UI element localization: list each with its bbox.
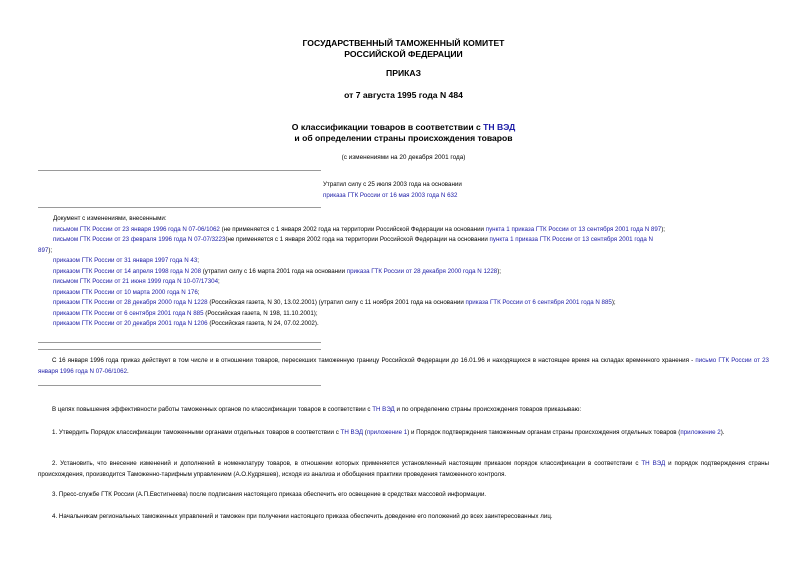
amendment-link[interactable]: приказом ГТК России от 28 декабря 2000 года N 1228	[53, 299, 208, 306]
list-item-wrap	[38, 246, 775, 257]
amendment-text: (не применяется с 1 января 2002 года на территории Российской Федерации на основании	[219, 225, 486, 233]
amendment-link[interactable]: приказом ГТК России от 14 апреля 1998 года N 208	[53, 267, 202, 275]
list-item	[53, 235, 775, 246]
list-item	[53, 225, 775, 236]
paragraph-text: В целях повышения эффективности работы таможенных органов по классификации товаров в соответствии с	[52, 406, 373, 413]
amendment-text: (Российская газета, N 198, 11.10.2001);	[203, 309, 318, 317]
paragraph-4	[38, 512, 769, 523]
appendix-2-link[interactable]: приложение 2	[680, 429, 721, 436]
amendment-link[interactable]: письмом ГТК России от 23 февраля 1996 года N 07-07/3223	[53, 236, 226, 243]
issuing-authority	[0, 38, 807, 60]
appendix-1-link[interactable]: приложение 1	[366, 429, 408, 436]
temporary-storage-note	[38, 356, 769, 377]
amendment-link[interactable]: приказа ГТК России от 28 декабря 2000 года N 1228	[346, 267, 498, 275]
amendment-link[interactable]: приказа ГТК России от 6 сентября 2001 года N 885	[465, 299, 612, 306]
divider	[38, 385, 321, 386]
paragraph-2	[38, 459, 769, 480]
amendment-text: );	[497, 267, 501, 275]
amendment-text: ;	[218, 278, 220, 285]
amendment-text: (утратил силу с 16 марта 2001 года на основании	[201, 267, 347, 275]
org-line-1: ГОСУДАРСТВЕННЫЙ ТАМОЖЕННЫЙ КОМИТЕТ	[302, 38, 505, 48]
paragraph-text: (	[363, 429, 367, 436]
paragraph-text: 4. Начальникам региональных таможенных управлений и таможен при получении настоящего приказа обеспечить доведение его положений до всех заинтересованных лиц.	[52, 513, 553, 520]
paragraph-text: ) и Порядок подтверждения таможенным органам страны происхождения отдельных товаров (	[407, 429, 681, 436]
preamble-paragraph	[38, 405, 769, 416]
tn-ved-link[interactable]: ТН ВЭД	[641, 460, 666, 467]
amendment-link[interactable]: приказом ГТК России от 20 декабря 2001 года N 1206	[53, 320, 208, 327]
amendment-link[interactable]: приказом ГТК России от 6 сентября 2001 года N 885	[53, 309, 204, 317]
divider	[38, 207, 321, 208]
amendment-link[interactable]: письмом ГТК России от 23 января 1996 года N 07-06/1062	[53, 225, 220, 233]
title-text: О классификации товаров в соответствии с	[291, 122, 484, 132]
amendment-text: (не применяется с 1 января 2002 года на территории Российской Федерации на основании	[225, 236, 490, 243]
lost-force-notice	[323, 180, 462, 201]
note-text: С 16 января 1996 года приказ действует в том числе и в отношении товаров, пересекших таможенную границу Российской Федерации до 16.01.96 и находящихся в настоящее время на складах временного хранения -	[52, 357, 696, 364]
amendment-text: );	[611, 299, 616, 306]
paragraph-3	[38, 490, 769, 501]
amendments-list	[38, 214, 775, 330]
tn-ved-link[interactable]: ТН ВЭД	[340, 429, 364, 436]
note-link[interactable]: письмо ГТК России от 23 января 1996 года N 07-06/1062	[38, 357, 769, 375]
lost-force-link[interactable]: приказа ГТК России от 16 мая 2003 года N 632	[323, 191, 458, 199]
amendment-link[interactable]: письмом ГТК России от 21 июня 1999 года N 10-07/17304	[53, 278, 219, 285]
tn-ved-link[interactable]: ТН ВЭД	[372, 406, 395, 413]
title-line-2: и об определении страны происхождения товаров	[294, 133, 513, 143]
changes-note: (с изменениями на 20 декабря 2001 года)	[341, 154, 466, 161]
list-item	[53, 319, 775, 330]
paragraph-text: 2. Установить, что внесение изменений и дополнений в номенклатуру товаров, в отношении которых применяется установленный настоящим приказом порядок классификации в соответствии с	[52, 460, 642, 467]
paragraph-text: и по определению страны происхождения товаров приказываю:	[394, 406, 582, 413]
list-item	[53, 256, 775, 267]
paragraph-text: 3. Пресс-службе ГТК России (А.П.Евстигнеева) после подписания настоящего приказа обеспечить его освещение в средствах массовой информации.	[52, 491, 487, 498]
amendment-text: (Российская газета, N 30, 13.02.2001) (утратил силу с 11 ноября 2001 года на основании	[207, 299, 466, 306]
paragraph-text: 1. Утвердить Порядок классификации таможенными органами отдельных товаров в соответствии с	[52, 429, 341, 436]
divider	[38, 170, 321, 171]
amendment-text: (Российская газета, N 24, 07.02.2002).	[207, 320, 319, 327]
list-item	[53, 277, 775, 288]
document-title	[0, 122, 807, 144]
lost-force-text: Утратил силу с 25 июля 2003 года на основании	[323, 181, 462, 188]
amendment-link[interactable]: 897	[38, 246, 49, 254]
amendment-text: ;	[197, 288, 200, 296]
amendments-intro: Документ с изменениями, внесенными:	[53, 215, 167, 222]
document-type: ПРИКАЗ	[386, 68, 421, 78]
amendment-link[interactable]: приказом ГТК России от 10 марта 2000 года N 176	[53, 288, 198, 296]
amendment-link[interactable]: пункта 1 приказа ГТК России от 13 сентября 2001 года N	[489, 236, 653, 243]
list-item	[53, 309, 775, 320]
paragraph-text: ).	[720, 429, 725, 436]
divider	[38, 349, 321, 350]
org-line-2: РОССИЙСКОЙ ФЕДЕРАЦИИ	[344, 49, 463, 59]
divider	[38, 342, 321, 343]
list-item	[53, 267, 775, 278]
title-line-1	[0, 122, 807, 133]
amendment-text: );	[48, 246, 53, 254]
list-item	[53, 288, 775, 299]
list-item	[53, 298, 775, 309]
amendment-link[interactable]: пункта 1 приказа ГТК России от 13 сентября 2001 года N 897	[485, 225, 662, 233]
amendment-text: );	[661, 225, 666, 233]
paragraph-text: и порядок подтверждения страны происхождения, производится Таможенно-тарифным управлением (А.О.Кудряшев), исходя из анализа и обобщения практики проведения таможенного контроля.	[38, 460, 769, 478]
document-date-number: от 7 августа 1995 года N 484	[344, 90, 463, 100]
note-text: .	[127, 367, 129, 375]
paragraph-1	[38, 428, 769, 439]
amendment-link[interactable]: приказом ГТК России от 31 января 1997 года N 43	[53, 257, 198, 264]
amendment-text: ;	[197, 257, 200, 264]
tn-ved-link[interactable]: ТН ВЭД	[483, 122, 516, 132]
